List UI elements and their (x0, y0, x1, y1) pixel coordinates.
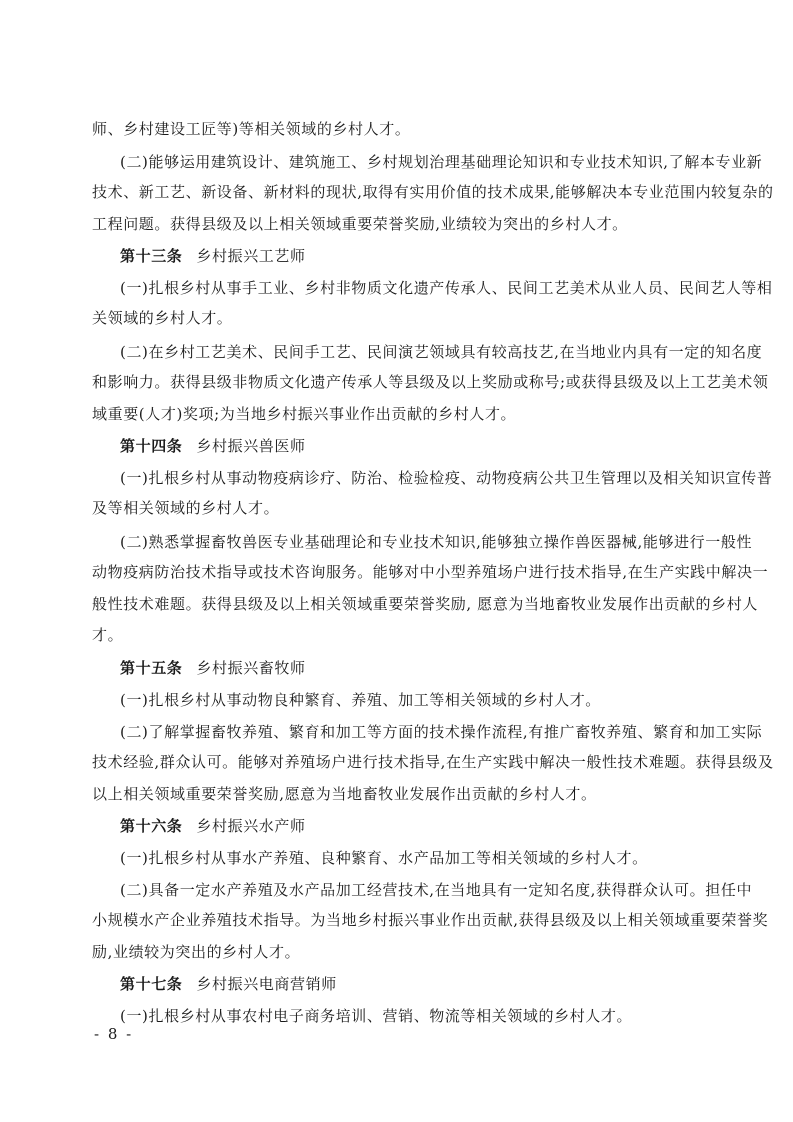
paragraph-line: 才。 (92, 626, 124, 644)
article-title: 乡村振兴兽医师 (196, 437, 306, 455)
article-number: 第十六条 (120, 817, 183, 835)
paragraph-line: 和影响力。获得县级非物质文化遗产传承人等县级及以上奖励或称号;或获得县级及以上工艺美术领 (92, 373, 769, 391)
article-number: 第十四条 (120, 437, 183, 455)
article-number: 第十三条 (120, 247, 183, 265)
paragraph-line: (二)熟悉掌握畜牧兽医专业基础理论和专业技术知识,能够独立操作兽医器械,能够进行一般性 (120, 533, 753, 551)
paragraph-line: (一)扎根乡村从事动物疫病诊疗、防治、检验检疫、动物疫病公共卫生管理以及相关知识宣传普 (120, 469, 773, 487)
paragraph-line: 师、乡村建设工匠等)等相关领域的乡村人才。 (92, 120, 411, 138)
paragraph-line: 及等相关领域的乡村人才。 (92, 499, 280, 517)
article-heading (120, 658, 306, 678)
paragraph-line: (一)扎根乡村从事动物良种繁育、养殖、加工等相关领域的乡村人才。 (120, 691, 601, 709)
paragraph-line: 般性技术难题。获得县级及以上相关领域重要荣誉奖励, 愿意为当地畜牧业发展作出贡献的乡村人 (92, 595, 758, 613)
paragraph-line: 以上相关领域重要荣誉奖励,愿意为当地畜牧业发展作出贡献的乡村人才。 (92, 785, 597, 803)
paragraph-line: 关领域的乡村人才。 (92, 309, 233, 327)
paragraph-line: 技术、新工艺、新设备、新材料的现状,取得有实用价值的技术成果,能够解决本专业范围内较复杂的 (92, 183, 774, 201)
paragraph-line: (一)扎根乡村从事手工业、乡村非物质文化遗产传承人、民间工艺美术从业人员、民间艺人等相 (120, 279, 773, 297)
article-heading (120, 436, 306, 456)
paragraph-line: 技术经验,群众认可。能够对养殖场户进行技术指导,在生产实践中解决一般性技术难题。获得县级及 (92, 753, 774, 771)
paragraph-line: 励,业绩较为突出的乡村人才。 (92, 943, 301, 961)
paragraph-line: (二)了解掌握畜牧养殖、繁育和加工等方面的技术操作流程,有推广畜牧养殖、繁育和加工实际 (120, 723, 763, 741)
paragraph-line: 工程问题。获得县级及以上相关领域重要荣誉奖励,业绩较为突出的乡村人才。 (92, 215, 628, 233)
paragraph-line: 域重要(人才)奖项;为当地乡村振兴事业作出贡献的乡村人才。 (92, 405, 517, 423)
paragraph-line: (二)在乡村工艺美术、民间手工艺、民间演艺领域具有较高技艺,在当地业内具有一定的知名度 (120, 343, 763, 361)
article-title: 乡村振兴水产师 (196, 817, 306, 835)
article-number: 第十七条 (120, 975, 183, 993)
paragraph-line: (二)具备一定水产养殖及水产品加工经营技术,在当地具有一定知名度,获得群众认可。担任中 (120, 881, 753, 899)
article-title: 乡村振兴电商营销师 (196, 975, 337, 993)
article-title: 乡村振兴畜牧师 (196, 659, 306, 677)
paragraph-line: (一)扎根乡村从事农村电子商务培训、营销、物流等相关领域的乡村人才。 (120, 1007, 633, 1025)
article-heading (120, 974, 337, 994)
paragraph-line: (二)能够运用建筑设计、建筑施工、乡村规划治理基础理论知识和专业技术知识,了解本专业新 (120, 153, 763, 171)
article-heading (120, 816, 306, 836)
article-heading (120, 246, 306, 266)
paragraph-line: 小规模水产企业养殖技术指导。为当地乡村振兴事业作出贡献,获得县级及以上相关领域重要荣誉奖 (92, 911, 769, 929)
page-number: - 8 - (94, 1025, 134, 1043)
paragraph-line: (一)扎根乡村从事水产养殖、良种繁育、水产品加工等相关领域的乡村人才。 (120, 849, 648, 867)
article-title: 乡村振兴工艺师 (196, 247, 306, 265)
article-number: 第十五条 (120, 659, 183, 677)
paragraph-line: 动物疫病防治技术指导或技术咨询服务。能够对中小型养殖场户进行技术指导,在生产实践中解决一 (92, 563, 769, 581)
